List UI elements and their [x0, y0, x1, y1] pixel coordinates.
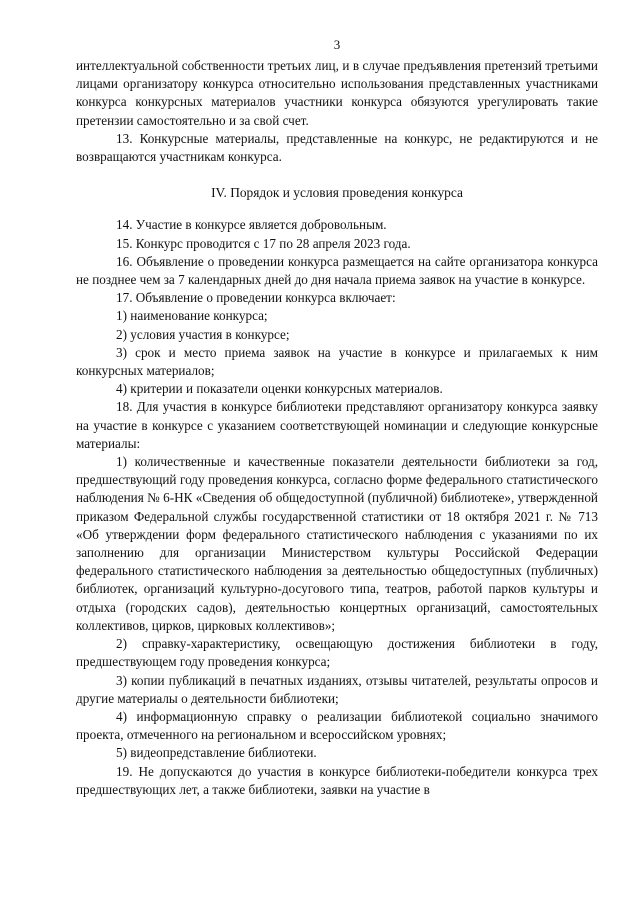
- list-item-18-2: 2) справку-характеристику, освещающую достижения библиотеки в году, предшествующем году проведения конкурса;: [76, 636, 598, 670]
- list-item-18-5: 5) видеопредставление библиотеки.: [116, 745, 317, 761]
- paragraph-16: 16. Объявление о проведении конкурса размещается на сайте организатора конкурса не позднее чем за 7 календарных дней до дня начала приема заявок на участие в конкурсе.: [76, 253, 598, 288]
- paragraph-15: 15. Конкурс проводится с 17 по 28 апреля 2023 года.: [116, 235, 411, 251]
- document-page: [76, 36, 598, 799]
- section-heading: IV. Порядок и условия проведения конкурса: [211, 185, 463, 201]
- paragraph-14: 14. Участие в конкурсе является добровольным.: [116, 217, 387, 233]
- page-number: 3: [333, 37, 341, 52]
- list-item-17-4: 4) критерии и показатели оценки конкурсных материалов.: [116, 381, 443, 397]
- list-item-17-2: 2) условия участия в конкурсе;: [116, 326, 290, 342]
- list-item-18-1: 1) количественные и качественные показатели деятельности библиотеки за год, предшествующий году проведения конкурса, согласно форме федерального статистического наблюдения № 6-НК «Сведения об общедоступной (публичной) библиотеке», утвержденной приказом Федеральной службы государственной статистики от 18 октября 2021 г. № 713 «Об утверждении форм федерального статистического наблюдения с указаниями по их заполнению для организации Министерством культуры Российской Федерации федерального статистического наблюдения за деятельностью общедоступных (публичных) библиотек, организаций культурно-досугового типа, театров, работой парков культуры и отдыха (городских садов), деятельностью концертных организаций, самостоятельных коллективов, цирков, цирковых коллективов»;: [76, 454, 598, 633]
- list-item-17-3: 3) срок и место приема заявок на участие в конкурсе и прилагаемых к ним конкурсных материалов;: [76, 344, 598, 379]
- list-item-17-1: 1) наименование конкурса;: [116, 308, 268, 324]
- paragraph-18: 18. Для участия в конкурсе библиотеки представляют организатору конкурса заявку на участие в конкурсе с указанием соответствующей номинации и следующие конкурсные материалы:: [76, 399, 598, 451]
- list-item-18-3: 3) копии публикаций в печатных изданиях, отзывы читателей, результаты опросов и другие материалы о деятельности библиотеки;: [76, 672, 598, 706]
- list-item-18-4: 4) информационную справку о реализации библиотекой социально значимого проекта, отмеченного на региональном и всероссийском уровнях;: [76, 708, 598, 743]
- paragraph-13: 13. Конкурсные материалы, представленные на конкурс, не редактируются и не возвращаются участникам конкурса.: [76, 130, 598, 165]
- paragraph-19: 19. Не допускаются до участия в конкурсе библиотеки-победители конкурса трех предшествующих лет, а также библиотеки, заявки на участие в: [76, 763, 598, 797]
- paragraph-17: 17. Объявление о проведении конкурса включает:: [116, 290, 396, 306]
- paragraph-ip-claims: интеллектуальной собственности третьих лиц, и в случае предъявления претензий третьими лицами организатору конкурса относительно использования представленных участниками конкурса конкурсных материалов участники конкурса обязуются урегулировать такие претензии самостоятельно и за свой счет.: [76, 58, 598, 128]
